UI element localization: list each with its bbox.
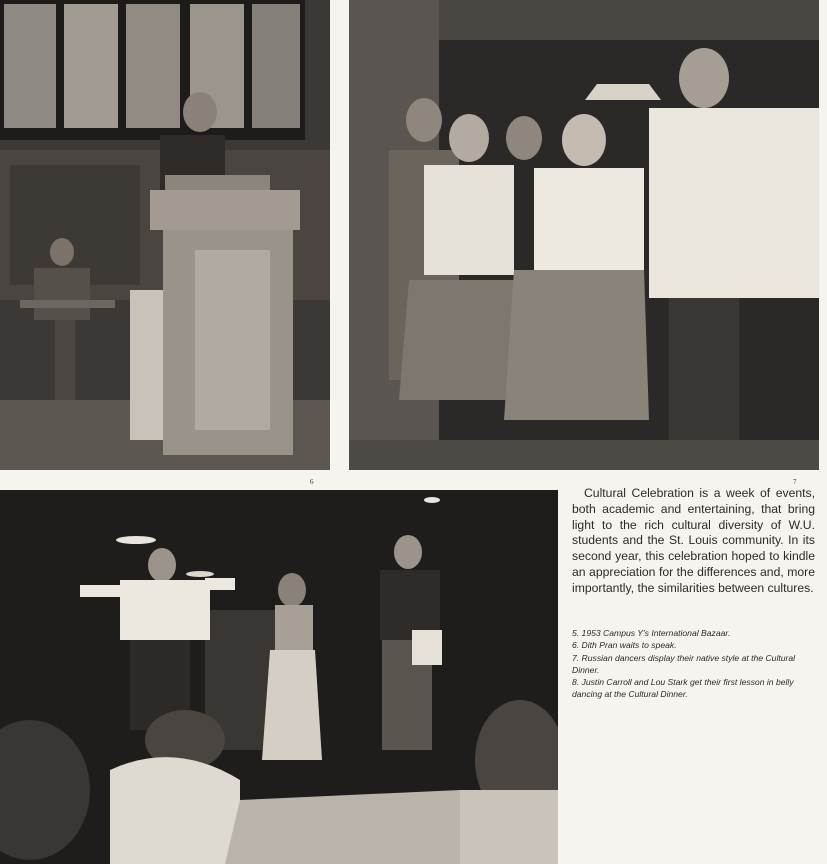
article-body-text: Cultural Celebration is a week of events, both academic and entertaining, that bring light to the rich cultural diversity of W.U. students and the St. Louis community. In its second year, this celebration hoped to kindle an appreciation for the differences and, more importantly, the similarities between cultures. [572,486,815,595]
photo-number-7: 7 [793,478,797,486]
photo-captions [572,627,820,701]
caption-8: 8. Justin Carroll and Lou Stark get their first lesson in belly dancing at the Cultural Dinner. [572,677,794,700]
photo-number-6: 6 [310,478,314,486]
caption-7: 7. Russian dancers display their native style at the Cultural Dinner. [572,652,796,675]
photo-russian-dancers [349,0,819,470]
caption-6: 6. Dith Pran waits to speak. [572,640,677,651]
caption-5: 5. 1953 Campus Y's International Bazaar. [572,628,731,638]
photo-dith-pran [0,0,330,470]
photo-belly-dancing [0,490,558,864]
